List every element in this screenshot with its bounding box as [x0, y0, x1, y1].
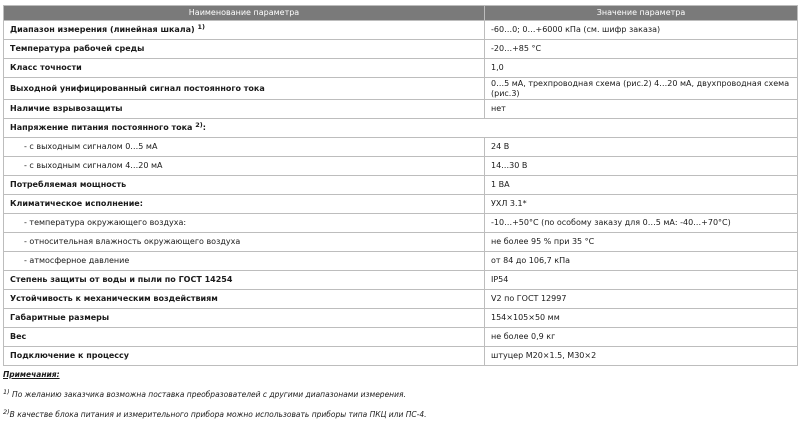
- note-1: [3, 390, 793, 399]
- value-cell: не более 95 % при 35 °С: [485, 233, 798, 252]
- note-text: По желанию заказчика возможна поставка преобразователей с другими диапазонами измерения.: [9, 390, 406, 399]
- table-row: [4, 290, 798, 309]
- param-cell: Потребляемая мощность: [4, 176, 485, 195]
- value-cell: штуцер М20×1.5, М30×2: [485, 347, 798, 366]
- value-cell: УХЛ 3.1*: [485, 195, 798, 214]
- section-text: Напряжение питания постоянного тока: [10, 123, 193, 132]
- table-row: [4, 347, 798, 366]
- table-row: [4, 157, 798, 176]
- param-cell: Подключение к процессу: [4, 347, 485, 366]
- header-param: Наименование параметра: [4, 6, 485, 21]
- param-cell: Устойчивость к механическим воздействиям: [4, 290, 485, 309]
- param-text: Диапазон измерения (линейная шкала): [10, 25, 195, 34]
- table-row: [4, 138, 798, 157]
- param-cell: - атмосферное давление: [4, 252, 485, 271]
- value-cell: 1 ВА: [485, 176, 798, 195]
- param-cell: Климатическое исполнение:: [4, 195, 485, 214]
- value-cell: -20…+85 °С: [485, 40, 798, 59]
- footnote-mark: 2): [3, 408, 10, 416]
- value-cell: V2 по ГОСТ 12997: [485, 290, 798, 309]
- table-row: [4, 40, 798, 59]
- footnote-ref: 1): [197, 23, 205, 31]
- table-row: [4, 78, 798, 100]
- param-cell: Степень защиты от воды и пыли по ГОСТ 14254: [4, 271, 485, 290]
- notes-title: Примечания:: [3, 370, 60, 379]
- value-cell: 154×105×50 мм: [485, 309, 798, 328]
- note-2: [3, 410, 793, 419]
- footnote-ref: 2): [195, 121, 203, 129]
- header-value: Значение параметра: [485, 6, 798, 21]
- value-cell: нет: [485, 100, 798, 119]
- value-cell: не более 0,9 кг: [485, 328, 798, 347]
- table-row: [4, 271, 798, 290]
- table-row: [4, 195, 798, 214]
- value-cell: IP54: [485, 271, 798, 290]
- param-cell: Выходной унифицированный сигнал постоянного тока: [4, 78, 485, 100]
- param-cell: Наличие взрывозащиты: [4, 100, 485, 119]
- table-row: [4, 100, 798, 119]
- value-cell: 1,0: [485, 59, 798, 78]
- param-cell: - с выходным сигналом 0…5 мА: [4, 138, 485, 157]
- table-row: [4, 176, 798, 195]
- param-cell: - температура окружающего воздуха:: [4, 214, 485, 233]
- value-cell: -60…0; 0…+6000 кПа (см. шифр заказа): [485, 21, 798, 40]
- table-row: [4, 214, 798, 233]
- footnote-mark: 1): [3, 388, 10, 396]
- param-cell: [4, 21, 485, 40]
- spec-table: [3, 5, 798, 366]
- value-cell: от 84 до 106,7 кПа: [485, 252, 798, 271]
- table-header-row: [4, 6, 798, 21]
- value-cell: 0…5 мА, трехпроводная схема (рис.2) 4…20 мА, двухпроводная схема (рис.3): [485, 78, 798, 100]
- param-cell: Температура рабочей среды: [4, 40, 485, 59]
- table-row: [4, 119, 798, 138]
- table-row: [4, 309, 798, 328]
- value-cell: -10…+50°С (по особому заказу для 0…5 мА: -40…+70°С): [485, 214, 798, 233]
- table-row: [4, 328, 798, 347]
- param-cell: Класс точности: [4, 59, 485, 78]
- section-suffix: :: [202, 123, 206, 132]
- value-cell: 14…30 В: [485, 157, 798, 176]
- section-cell: [4, 119, 798, 138]
- param-cell: Габаритные размеры: [4, 309, 485, 328]
- table-row: [4, 252, 798, 271]
- table-row: [4, 233, 798, 252]
- param-cell: - с выходным сигналом 4…20 мА: [4, 157, 485, 176]
- note-text: В качестве блока питания и измерительного прибора можно использовать приборы типа ПКЦ или ПС-4.: [9, 410, 427, 419]
- param-cell: Вес: [4, 328, 485, 347]
- param-cell: - относительная влажность окружающего воздуха: [4, 233, 485, 252]
- table-row: [4, 59, 798, 78]
- value-cell: 24 В: [485, 138, 798, 157]
- table-row: [4, 21, 798, 40]
